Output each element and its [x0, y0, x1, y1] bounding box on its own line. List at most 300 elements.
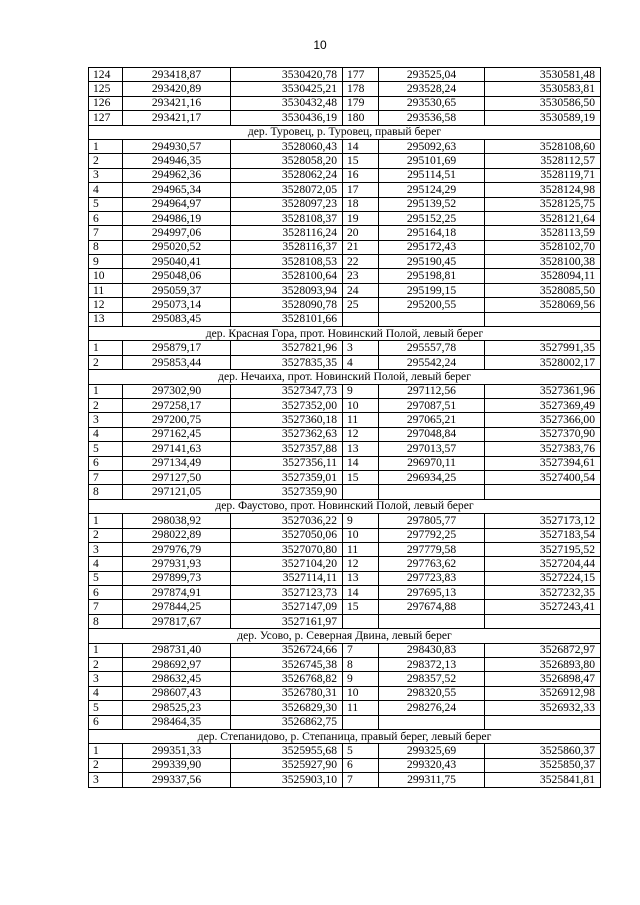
x-coordinate-cell: 297200,75	[123, 413, 231, 427]
y-coordinate-cell: 3527359,90	[231, 485, 343, 499]
y-coordinate-cell: 3528124,98	[485, 183, 601, 197]
y-coordinate-cell: 3528101,66	[231, 312, 343, 326]
x-coordinate-cell	[379, 485, 485, 499]
x-coordinate-cell: 298525,23	[123, 701, 231, 715]
point-number-cell: 14	[343, 586, 379, 600]
point-number-cell: 178	[343, 82, 379, 96]
point-number-cell: 16	[343, 168, 379, 182]
x-coordinate-cell: 298357,52	[379, 672, 485, 686]
y-coordinate-cell: 3530425,21	[231, 82, 343, 96]
x-coordinate-cell: 297763,62	[379, 557, 485, 571]
point-number-cell: 3	[89, 413, 123, 427]
section-header-row	[89, 125, 601, 139]
y-coordinate-cell: 3526932,33	[485, 701, 601, 715]
y-coordinate-cell: 3528062,24	[231, 168, 343, 182]
x-coordinate-cell: 298632,45	[123, 672, 231, 686]
x-coordinate-cell: 297805,77	[379, 514, 485, 528]
point-number-cell: 9	[89, 255, 123, 269]
y-coordinate-cell	[485, 614, 601, 628]
x-coordinate-cell: 295557,78	[379, 341, 485, 355]
y-coordinate-cell: 3527183,54	[485, 528, 601, 542]
x-coordinate-cell: 295198,81	[379, 269, 485, 283]
point-number-cell: 4	[89, 183, 123, 197]
y-coordinate-cell: 3528102,70	[485, 240, 601, 254]
y-coordinate-cell: 3526872,97	[485, 643, 601, 657]
table-row	[89, 557, 601, 571]
y-coordinate-cell: 3526724,66	[231, 643, 343, 657]
point-number-cell: 5	[89, 197, 123, 211]
y-coordinate-cell: 3530589,19	[485, 111, 601, 125]
point-number-cell: 21	[343, 240, 379, 254]
x-coordinate-cell: 295101,69	[379, 154, 485, 168]
point-number-cell: 1	[89, 514, 123, 528]
y-coordinate-cell: 3527361,96	[485, 384, 601, 398]
y-coordinate-cell: 3525841,81	[485, 773, 601, 787]
table-row	[89, 715, 601, 729]
y-coordinate-cell: 3528090,78	[231, 298, 343, 312]
point-number-cell: 10	[343, 528, 379, 542]
point-number-cell: 8	[89, 485, 123, 499]
point-number-cell: 7	[343, 643, 379, 657]
point-number-cell: 11	[343, 701, 379, 715]
point-number-cell: 6	[343, 758, 379, 772]
x-coordinate-cell: 295124,29	[379, 183, 485, 197]
x-coordinate-cell: 295199,15	[379, 283, 485, 297]
x-coordinate-cell: 295152,25	[379, 211, 485, 225]
y-coordinate-cell: 3528108,60	[485, 139, 601, 153]
x-coordinate-cell: 298276,24	[379, 701, 485, 715]
x-coordinate-cell: 297844,25	[123, 600, 231, 614]
x-coordinate-cell: 294962,36	[123, 168, 231, 182]
x-coordinate-cell: 295083,45	[123, 312, 231, 326]
y-coordinate-cell: 3526829,30	[231, 701, 343, 715]
y-coordinate-cell: 3527359,01	[231, 470, 343, 484]
x-coordinate-cell: 297134,49	[123, 456, 231, 470]
x-coordinate-cell: 295542,24	[379, 355, 485, 369]
table-row	[89, 255, 601, 269]
table-row	[89, 758, 601, 772]
y-coordinate-cell: 3527400,54	[485, 470, 601, 484]
y-coordinate-cell: 3528108,53	[231, 255, 343, 269]
x-coordinate-cell	[379, 614, 485, 628]
y-coordinate-cell: 3527821,96	[231, 341, 343, 355]
point-number-cell: 10	[89, 269, 123, 283]
table-row	[89, 211, 601, 225]
y-coordinate-cell: 3528093,94	[231, 283, 343, 297]
x-coordinate-cell: 297162,45	[123, 427, 231, 441]
x-coordinate-cell: 297302,90	[123, 384, 231, 398]
y-coordinate-cell: 3527360,18	[231, 413, 343, 427]
page-number: 10	[313, 38, 327, 52]
x-coordinate-cell: 297013,57	[379, 442, 485, 456]
x-coordinate-cell: 295073,14	[123, 298, 231, 312]
y-coordinate-cell: 3530432,48	[231, 96, 343, 110]
x-coordinate-cell: 299351,33	[123, 744, 231, 758]
y-coordinate-cell: 3528060,43	[231, 139, 343, 153]
y-coordinate-cell: 3526912,98	[485, 686, 601, 700]
y-coordinate-cell: 3527369,49	[485, 398, 601, 412]
y-coordinate-cell: 3527195,52	[485, 542, 601, 556]
y-coordinate-cell: 3527352,00	[231, 398, 343, 412]
y-coordinate-cell: 3527383,76	[485, 442, 601, 456]
point-number-cell: 5	[89, 701, 123, 715]
point-number-cell: 12	[343, 427, 379, 441]
point-number-cell: 23	[343, 269, 379, 283]
table-row	[89, 68, 601, 82]
x-coordinate-cell: 295092,63	[379, 139, 485, 153]
y-coordinate-cell: 3527224,15	[485, 571, 601, 585]
point-number-cell: 2	[89, 154, 123, 168]
y-coordinate-cell: 3528094,11	[485, 269, 601, 283]
section-header-row	[89, 370, 601, 384]
y-coordinate-cell: 3527036,22	[231, 514, 343, 528]
section-title: дер. Усово, р. Северная Двина, левый берег	[89, 629, 601, 643]
y-coordinate-cell: 3528112,57	[485, 154, 601, 168]
y-coordinate-cell: 3527347,73	[231, 384, 343, 398]
x-coordinate-cell: 293420,89	[123, 82, 231, 96]
x-coordinate-cell: 297087,51	[379, 398, 485, 412]
table-row	[89, 82, 601, 96]
point-number-cell: 180	[343, 111, 379, 125]
point-number-cell: 12	[89, 298, 123, 312]
x-coordinate-cell: 295040,41	[123, 255, 231, 269]
y-coordinate-cell: 3527232,35	[485, 586, 601, 600]
point-number-cell: 1	[89, 341, 123, 355]
y-coordinate-cell: 3528002,17	[485, 355, 601, 369]
x-coordinate-cell: 299339,90	[123, 758, 231, 772]
table-row	[89, 586, 601, 600]
x-coordinate-cell: 297976,79	[123, 542, 231, 556]
point-number-cell	[343, 715, 379, 729]
y-coordinate-cell: 3527394,61	[485, 456, 601, 470]
point-number-cell	[343, 614, 379, 628]
y-coordinate-cell: 3525850,37	[485, 758, 601, 772]
point-number-cell: 1	[89, 643, 123, 657]
point-number-cell: 3	[89, 542, 123, 556]
point-number-cell: 11	[343, 413, 379, 427]
y-coordinate-cell: 3527161,97	[231, 614, 343, 628]
point-number-cell: 7	[89, 226, 123, 240]
x-coordinate-cell: 299337,56	[123, 773, 231, 787]
point-number-cell: 3	[343, 341, 379, 355]
point-number-cell: 1	[89, 139, 123, 153]
point-number-cell: 14	[343, 139, 379, 153]
x-coordinate-cell: 299325,69	[379, 744, 485, 758]
y-coordinate-cell: 3530581,48	[485, 68, 601, 82]
y-coordinate-cell: 3528058,20	[231, 154, 343, 168]
x-coordinate-cell: 298022,89	[123, 528, 231, 542]
x-coordinate-cell: 297723,83	[379, 571, 485, 585]
point-number-cell: 9	[343, 514, 379, 528]
point-number-cell: 13	[89, 312, 123, 326]
table-row	[89, 283, 601, 297]
point-number-cell: 126	[89, 96, 123, 110]
section-header-row	[89, 729, 601, 743]
point-number-cell: 2	[89, 528, 123, 542]
y-coordinate-cell: 3530420,78	[231, 68, 343, 82]
table-row	[89, 773, 601, 787]
point-number-cell: 179	[343, 96, 379, 110]
y-coordinate-cell: 3528100,38	[485, 255, 601, 269]
x-coordinate-cell: 295139,52	[379, 197, 485, 211]
y-coordinate-cell: 3526893,80	[485, 658, 601, 672]
x-coordinate-cell: 298464,35	[123, 715, 231, 729]
table-row	[89, 542, 601, 556]
x-coordinate-cell: 297258,17	[123, 398, 231, 412]
y-coordinate-cell: 3527070,80	[231, 542, 343, 556]
y-coordinate-cell: 3527204,44	[485, 557, 601, 571]
coordinates-table	[88, 67, 601, 788]
x-coordinate-cell: 295164,18	[379, 226, 485, 240]
table-row	[89, 658, 601, 672]
y-coordinate-cell: 3530586,50	[485, 96, 601, 110]
point-number-cell: 9	[343, 672, 379, 686]
y-coordinate-cell: 3527243,41	[485, 600, 601, 614]
table-row	[89, 341, 601, 355]
y-coordinate-cell: 3528119,71	[485, 168, 601, 182]
table-row	[89, 442, 601, 456]
y-coordinate-cell: 3526780,31	[231, 686, 343, 700]
x-coordinate-cell: 297127,50	[123, 470, 231, 484]
y-coordinate-cell: 3530583,81	[485, 82, 601, 96]
x-coordinate-cell	[379, 715, 485, 729]
table-row	[89, 226, 601, 240]
point-number-cell: 7	[89, 470, 123, 484]
y-coordinate-cell: 3526745,38	[231, 658, 343, 672]
x-coordinate-cell: 297112,56	[379, 384, 485, 398]
point-number-cell: 25	[343, 298, 379, 312]
point-number-cell: 3	[89, 168, 123, 182]
table-row	[89, 686, 601, 700]
x-coordinate-cell: 295853,44	[123, 355, 231, 369]
point-number-cell: 11	[89, 283, 123, 297]
point-number-cell: 4	[343, 355, 379, 369]
y-coordinate-cell	[485, 312, 601, 326]
y-coordinate-cell: 3528116,37	[231, 240, 343, 254]
point-number-cell: 15	[343, 600, 379, 614]
x-coordinate-cell: 298320,55	[379, 686, 485, 700]
y-coordinate-cell: 3526862,75	[231, 715, 343, 729]
x-coordinate-cell: 297121,05	[123, 485, 231, 499]
section-header-row	[89, 499, 601, 513]
section-header-row	[89, 629, 601, 643]
x-coordinate-cell: 295879,17	[123, 341, 231, 355]
x-coordinate-cell: 298038,92	[123, 514, 231, 528]
point-number-cell: 13	[343, 571, 379, 585]
table-row	[89, 384, 601, 398]
point-number-cell: 10	[343, 398, 379, 412]
table-row	[89, 571, 601, 585]
y-coordinate-cell	[485, 715, 601, 729]
table-row	[89, 312, 601, 326]
point-number-cell: 17	[343, 183, 379, 197]
point-number-cell: 5	[89, 571, 123, 585]
table-row	[89, 355, 601, 369]
section-title: дер. Нечаиха, прот. Новинский Полой, левый берег	[89, 370, 601, 384]
point-number-cell: 18	[343, 197, 379, 211]
x-coordinate-cell: 297065,21	[379, 413, 485, 427]
point-number-cell: 5	[89, 442, 123, 456]
point-number-cell: 2	[89, 658, 123, 672]
y-coordinate-cell: 3527123,73	[231, 586, 343, 600]
x-coordinate-cell: 297141,63	[123, 442, 231, 456]
x-coordinate-cell: 298372,13	[379, 658, 485, 672]
x-coordinate-cell: 294930,57	[123, 139, 231, 153]
table-row	[89, 643, 601, 657]
point-number-cell: 3	[89, 773, 123, 787]
x-coordinate-cell: 295020,52	[123, 240, 231, 254]
table-row	[89, 485, 601, 499]
x-coordinate-cell: 295048,06	[123, 269, 231, 283]
x-coordinate-cell: 297695,13	[379, 586, 485, 600]
y-coordinate-cell: 3526768,82	[231, 672, 343, 686]
point-number-cell: 4	[89, 686, 123, 700]
table-row	[89, 701, 601, 715]
x-coordinate-cell: 297048,84	[379, 427, 485, 441]
y-coordinate-cell: 3527370,90	[485, 427, 601, 441]
point-number-cell: 2	[89, 355, 123, 369]
point-number-cell: 2	[89, 398, 123, 412]
y-coordinate-cell: 3528125,75	[485, 197, 601, 211]
x-coordinate-cell: 294997,06	[123, 226, 231, 240]
point-number-cell: 11	[343, 542, 379, 556]
x-coordinate-cell: 295172,43	[379, 240, 485, 254]
table-row	[89, 154, 601, 168]
y-coordinate-cell: 3525903,10	[231, 773, 343, 787]
x-coordinate-cell: 295190,45	[379, 255, 485, 269]
x-coordinate-cell: 297874,91	[123, 586, 231, 600]
table-row	[89, 427, 601, 441]
y-coordinate-cell: 3525927,90	[231, 758, 343, 772]
point-number-cell: 6	[89, 715, 123, 729]
section-header-row	[89, 327, 601, 341]
y-coordinate-cell: 3527991,35	[485, 341, 601, 355]
table-row	[89, 470, 601, 484]
y-coordinate-cell: 3528097,23	[231, 197, 343, 211]
y-coordinate-cell: 3528100,64	[231, 269, 343, 283]
y-coordinate-cell: 3527114,11	[231, 571, 343, 585]
y-coordinate-cell: 3527366,00	[485, 413, 601, 427]
point-number-cell: 15	[343, 154, 379, 168]
y-coordinate-cell: 3528069,56	[485, 298, 601, 312]
y-coordinate-cell: 3528116,24	[231, 226, 343, 240]
table-row	[89, 514, 601, 528]
x-coordinate-cell: 297817,67	[123, 614, 231, 628]
y-coordinate-cell: 3528072,05	[231, 183, 343, 197]
x-coordinate-cell: 293536,58	[379, 111, 485, 125]
y-coordinate-cell: 3525860,37	[485, 744, 601, 758]
table-row	[89, 398, 601, 412]
table-row	[89, 413, 601, 427]
point-number-cell	[343, 312, 379, 326]
y-coordinate-cell: 3528108,37	[231, 211, 343, 225]
point-number-cell: 2	[89, 758, 123, 772]
point-number-cell: 5	[343, 744, 379, 758]
x-coordinate-cell: 293530,65	[379, 96, 485, 110]
y-coordinate-cell: 3526898,47	[485, 672, 601, 686]
y-coordinate-cell: 3527356,11	[231, 456, 343, 470]
table-row	[89, 744, 601, 758]
x-coordinate-cell: 297674,88	[379, 600, 485, 614]
table-row	[89, 240, 601, 254]
table-row	[89, 168, 601, 182]
x-coordinate-cell: 297899,73	[123, 571, 231, 585]
y-coordinate-cell: 3527835,35	[231, 355, 343, 369]
table-row	[89, 197, 601, 211]
x-coordinate-cell: 297931,93	[123, 557, 231, 571]
x-coordinate-cell: 299320,43	[379, 758, 485, 772]
y-coordinate-cell: 3525955,68	[231, 744, 343, 758]
point-number-cell: 1	[89, 384, 123, 398]
y-coordinate-cell: 3527147,09	[231, 600, 343, 614]
table-row	[89, 528, 601, 542]
x-coordinate-cell: 296934,25	[379, 470, 485, 484]
x-coordinate-cell: 293418,87	[123, 68, 231, 82]
table-row	[89, 269, 601, 283]
y-coordinate-cell: 3527104,20	[231, 557, 343, 571]
y-coordinate-cell: 3528113,59	[485, 226, 601, 240]
point-number-cell: 9	[343, 384, 379, 398]
point-number-cell: 177	[343, 68, 379, 82]
table-row	[89, 139, 601, 153]
section-title: дер. Туровец, р. Туровец, правый берег	[89, 125, 601, 139]
x-coordinate-cell: 298607,43	[123, 686, 231, 700]
point-number-cell: 15	[343, 470, 379, 484]
table-row	[89, 614, 601, 628]
table-row	[89, 111, 601, 125]
point-number-cell: 127	[89, 111, 123, 125]
point-number-cell: 8	[89, 614, 123, 628]
point-number-cell: 125	[89, 82, 123, 96]
table-row	[89, 298, 601, 312]
x-coordinate-cell: 298692,97	[123, 658, 231, 672]
y-coordinate-cell: 3528121,64	[485, 211, 601, 225]
x-coordinate-cell: 295200,55	[379, 298, 485, 312]
point-number-cell: 4	[89, 427, 123, 441]
table-row	[89, 456, 601, 470]
point-number-cell: 14	[343, 456, 379, 470]
point-number-cell: 19	[343, 211, 379, 225]
point-number-cell: 20	[343, 226, 379, 240]
y-coordinate-cell: 3530436,19	[231, 111, 343, 125]
point-number-cell: 24	[343, 283, 379, 297]
x-coordinate-cell: 297792,25	[379, 528, 485, 542]
x-coordinate-cell: 293421,17	[123, 111, 231, 125]
x-coordinate-cell: 298731,40	[123, 643, 231, 657]
table-row	[89, 600, 601, 614]
y-coordinate-cell	[485, 485, 601, 499]
point-number-cell: 7	[343, 773, 379, 787]
x-coordinate-cell: 295114,51	[379, 168, 485, 182]
point-number-cell	[343, 485, 379, 499]
point-number-cell: 10	[343, 686, 379, 700]
x-coordinate-cell: 295059,37	[123, 283, 231, 297]
section-title: дер. Красная Гора, прот. Новинский Полой, левый берег	[89, 327, 601, 341]
point-number-cell: 13	[343, 442, 379, 456]
point-number-cell: 4	[89, 557, 123, 571]
section-title: дер. Степанидово, р. Степаница, правый берег, левый берег	[89, 729, 601, 743]
x-coordinate-cell: 294986,19	[123, 211, 231, 225]
x-coordinate-cell: 296970,11	[379, 456, 485, 470]
x-coordinate-cell	[379, 312, 485, 326]
point-number-cell: 124	[89, 68, 123, 82]
x-coordinate-cell: 299311,75	[379, 773, 485, 787]
point-number-cell: 6	[89, 586, 123, 600]
x-coordinate-cell: 293525,04	[379, 68, 485, 82]
x-coordinate-cell: 294965,34	[123, 183, 231, 197]
point-number-cell: 12	[343, 557, 379, 571]
x-coordinate-cell: 293421,16	[123, 96, 231, 110]
